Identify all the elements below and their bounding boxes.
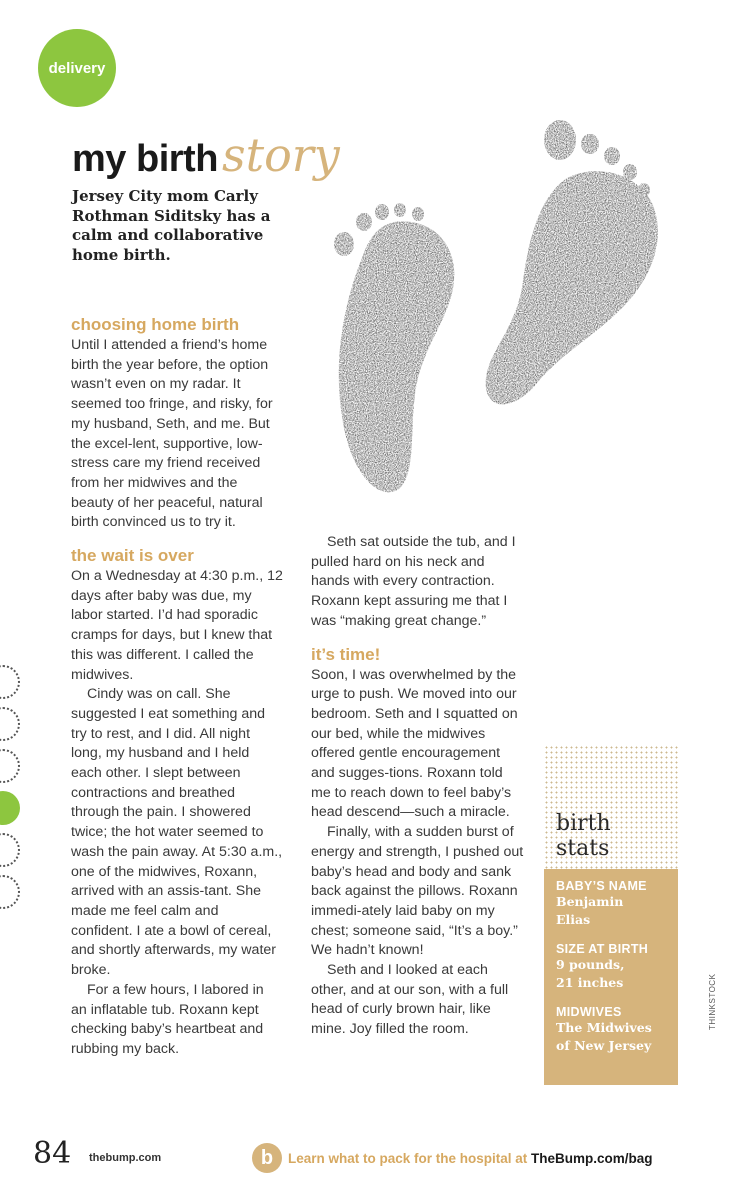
paragraph: Cindy was on call. She suggested I eat something and try to rest, and I did. All night long, my husband and I held each other. I slept between contractions and breathed through the pain. I showered twice; the hot water seemed to wash the pain away. At 5:30 a.m., one of the midwives, Roxann, arrived with an assis-tant. She made me feel calm and confident. I ate a bowl of cereal, and shortly afterwards, my water broke. [71, 686, 283, 979]
article-title: my birth [72, 138, 218, 180]
birth-stats-title-line1: birth [556, 811, 611, 836]
nav-dot [0, 707, 20, 741]
subhead-choosing-home-birth: choosing home birth [71, 315, 240, 334]
birth-stats-title-line2: stats [556, 836, 610, 861]
article-column-2 [311, 533, 525, 1040]
photo-credit: THINKSTOCK [708, 973, 717, 1030]
footer-site: thebump.com [89, 1152, 162, 1164]
subhead-wait-is-over: the wait is over [71, 546, 194, 566]
subhead-its-time: it’s time! [311, 644, 381, 664]
nav-dot [0, 833, 20, 867]
footprints-image [322, 118, 682, 508]
section-navigation-dots [0, 665, 26, 917]
article-intro: Jersey City mom Carly Rothman Siditsky has a calm and collaborative home birth. [72, 187, 271, 264]
section-tab: delivery [38, 29, 116, 107]
stat-babys-name [556, 879, 666, 929]
nav-dot-active [0, 791, 20, 825]
paragraph: For a few hours, I labored in an inflatable tub. Roxann kept checking baby’s heartbeat and rubbing my back. [71, 981, 264, 1057]
footer-cta-link[interactable]: TheBump.com/bag [531, 1151, 653, 1166]
article-title-script: story [222, 128, 340, 182]
footer-cta [288, 1151, 653, 1166]
birth-stats-title [556, 811, 611, 861]
stat-value: The Midwives of New Jersey [556, 1020, 652, 1053]
nav-dot [0, 875, 20, 909]
stat-size-at-birth [556, 942, 666, 992]
paragraph: Until I attended a friend’s home birth the year before, the option wasn’t even on my radar. It seemed too fringe, and risky, for my husband, Seth, and me. But the excel-lent, supportive, low-stress care my friend received from her midwives and the beauty of her peaceful, natural birth convinced us to try it. [71, 337, 273, 531]
page-number: 84 [33, 1136, 72, 1171]
stat-label: BABY’S NAME [556, 879, 647, 893]
nav-dot [0, 749, 20, 783]
birth-stats-body [544, 869, 678, 1085]
stat-value: 9 pounds, 21 inches [556, 957, 625, 990]
paragraph: Seth and I looked at each other, and at our son, with a full head of curly brown hair, like mine. Joy filled the room. [311, 962, 509, 1038]
stat-value: Benjamin Elias [556, 894, 624, 927]
paragraph: Seth sat outside the tub, and I pulled hard on his neck and hands with every contraction. Roxann kept assuring me that I was “making great change.” [311, 534, 516, 629]
paragraph: Finally, with a sudden burst of energy and strength, I pushed out baby’s head and body and sank back against the pillows. Roxann immedi-ately laid baby on my chest; someone said, “It’s a boy.” We hadn’t known! [311, 824, 524, 959]
footer-cta-text: Learn what to pack for the hospital at [288, 1151, 532, 1166]
birth-stats-box [544, 745, 678, 1085]
stat-midwives [556, 1005, 666, 1055]
paragraph: On a Wednesday at 4:30 p.m., 12 days after baby was due, my labor started. I’d had sporadic cramps for days, but I knew that this was different. I called the midwives. [71, 568, 283, 683]
bump-logo-icon: b [252, 1143, 282, 1173]
article-column-1 [71, 314, 283, 1060]
stat-label: SIZE AT BIRTH [556, 942, 649, 956]
paragraph: Soon, I was overwhelmed by the urge to push. We moved into our bedroom. Seth and I squatted on our bed, while the midwives offered gentle encouragement and sugges-tions. Roxann told me to reach down to feel baby’s head descend—such a miracle. [311, 666, 518, 821]
nav-dot [0, 665, 20, 699]
stat-label: MIDWIVES [556, 1005, 622, 1019]
birth-stats-header [544, 745, 678, 869]
